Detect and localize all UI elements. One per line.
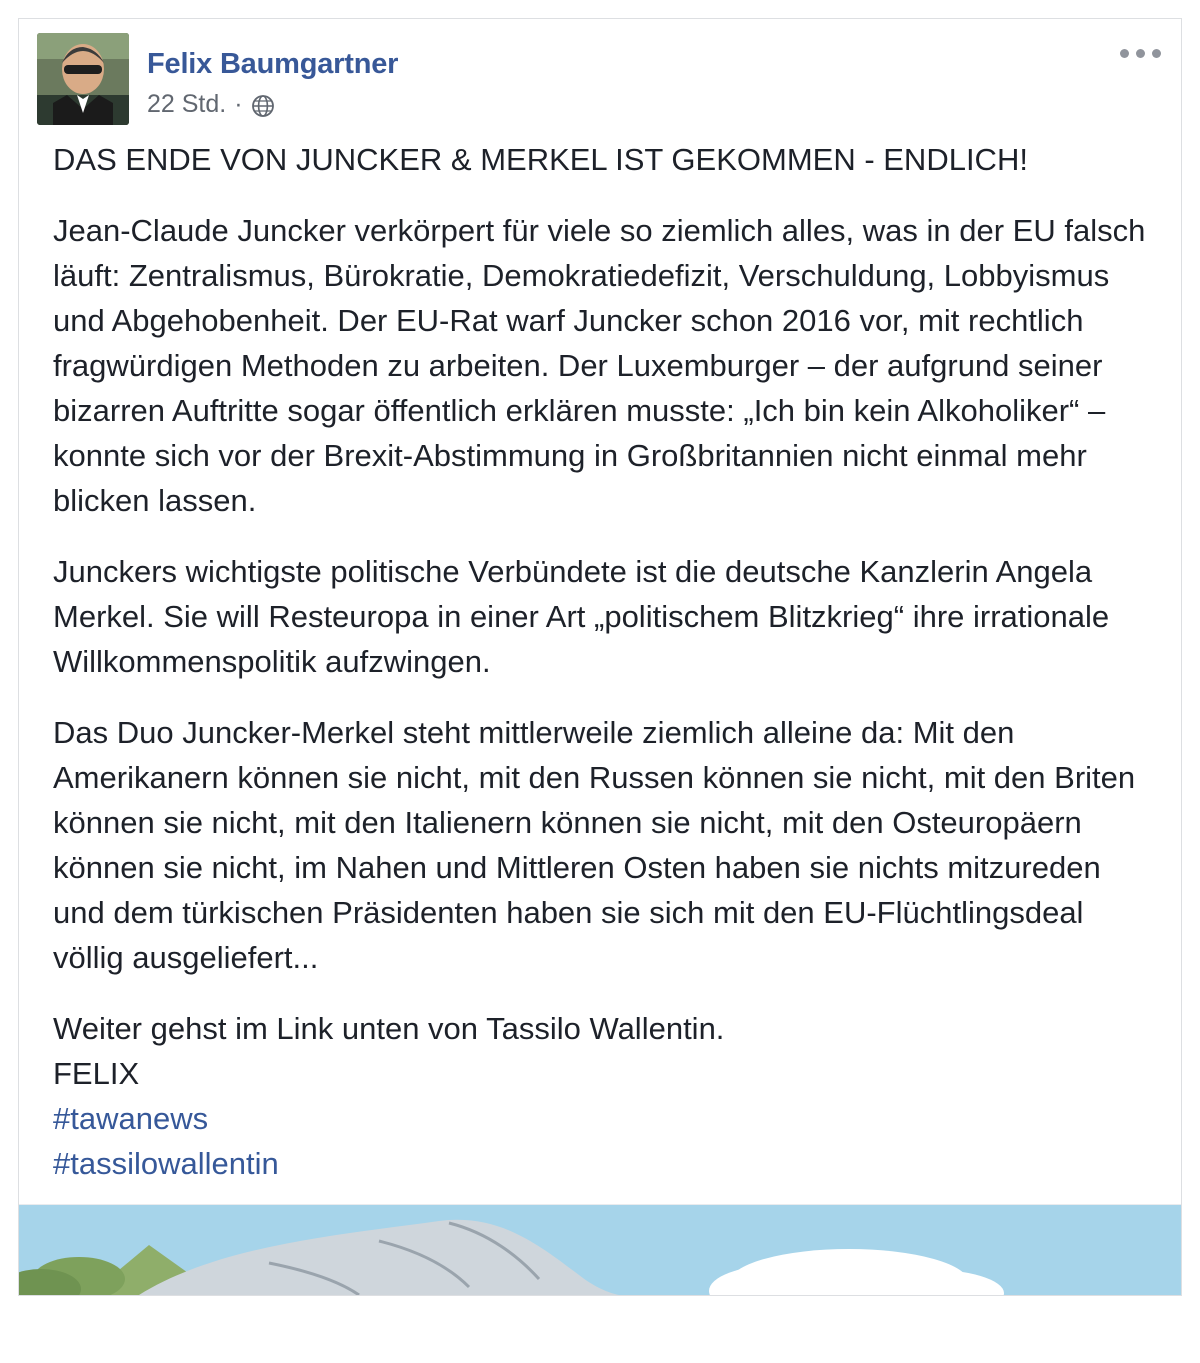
- hashtag-tawanews[interactable]: #tawanews: [53, 1101, 209, 1136]
- more-options-icon[interactable]: [1120, 49, 1161, 58]
- dot-2: [1136, 49, 1145, 58]
- post-image-cartoon[interactable]: [19, 1204, 1181, 1295]
- facebook-post-card: [18, 18, 1182, 1296]
- globe-icon[interactable]: [251, 94, 275, 118]
- post-author-name[interactable]: Felix Baumgartner: [147, 48, 399, 80]
- post-body: [19, 131, 1181, 1204]
- post-paragraph-3: Das Duo Juncker-Merkel steht mittlerweile ziemlich alleine da: Mit den Amerikanern können sie nicht, mit den Russen können sie nicht, mit den Briten können sie nicht, mit den Italienern können sie nicht, mit den Osteuropäern können sie nicht, im Nahen und Mittleren Osten haben sie nichts mitzureden und dem türkischen Präsidenten haben sie sich mit den EU-Flüchtlingsdeal völlig ausgeliefert...: [53, 715, 1136, 975]
- post-paragraph-2: Junckers wichtigste politische Verbündete ist die deutsche Kanzlerin Angela Merkel. Sie will Resteuropa in einer Art „politischem Blitzkrieg“ ihre irrationale Willkommenspolitik aufzwingen.: [53, 554, 1110, 679]
- post-header-text: [147, 33, 398, 119]
- post-closing-line-1: Weiter gehst im Link unten von Tassilo Wallentin.: [53, 1011, 725, 1046]
- post-timestamp[interactable]: 22 Std.: [147, 90, 227, 118]
- post-meta: [147, 89, 398, 119]
- post-closing: [53, 1006, 1147, 1186]
- post-header: [19, 19, 1181, 131]
- post-closing-line-2: FELIX: [53, 1056, 140, 1091]
- post-headline: DAS ENDE VON JUNCKER & MERKEL IST GEKOMMEN - ENDLICH!: [53, 142, 1028, 177]
- hashtag-tassilowallentin[interactable]: #tassilowallentin: [53, 1146, 279, 1181]
- post-paragraph-1: Jean-Claude Juncker verkörpert für viele so ziemlich alles, was in der EU falsch läuft: Zentralismus, Bürokratie, Demokratiedefizit, Verschuldung, Lobbyismus und Abgehobenheit. Der EU-Rat warf Juncker schon 2016 vor, mit rechtlich fragwürdigen Methoden zu arbeiten. Der Luxemburger – der aufgrund seiner bizarren Auftritte sogar öffentlich erklären musste: „Ich bin kein Alkoholiker“ – konnte sich vor der Brexit-Abstimmung in Großbritannien nicht einmal mehr blicken lassen.: [53, 213, 1146, 518]
- dot-3: [1152, 49, 1161, 58]
- avatar[interactable]: [37, 33, 129, 125]
- dot-1: [1120, 49, 1129, 58]
- meta-separator: ·: [234, 90, 243, 118]
